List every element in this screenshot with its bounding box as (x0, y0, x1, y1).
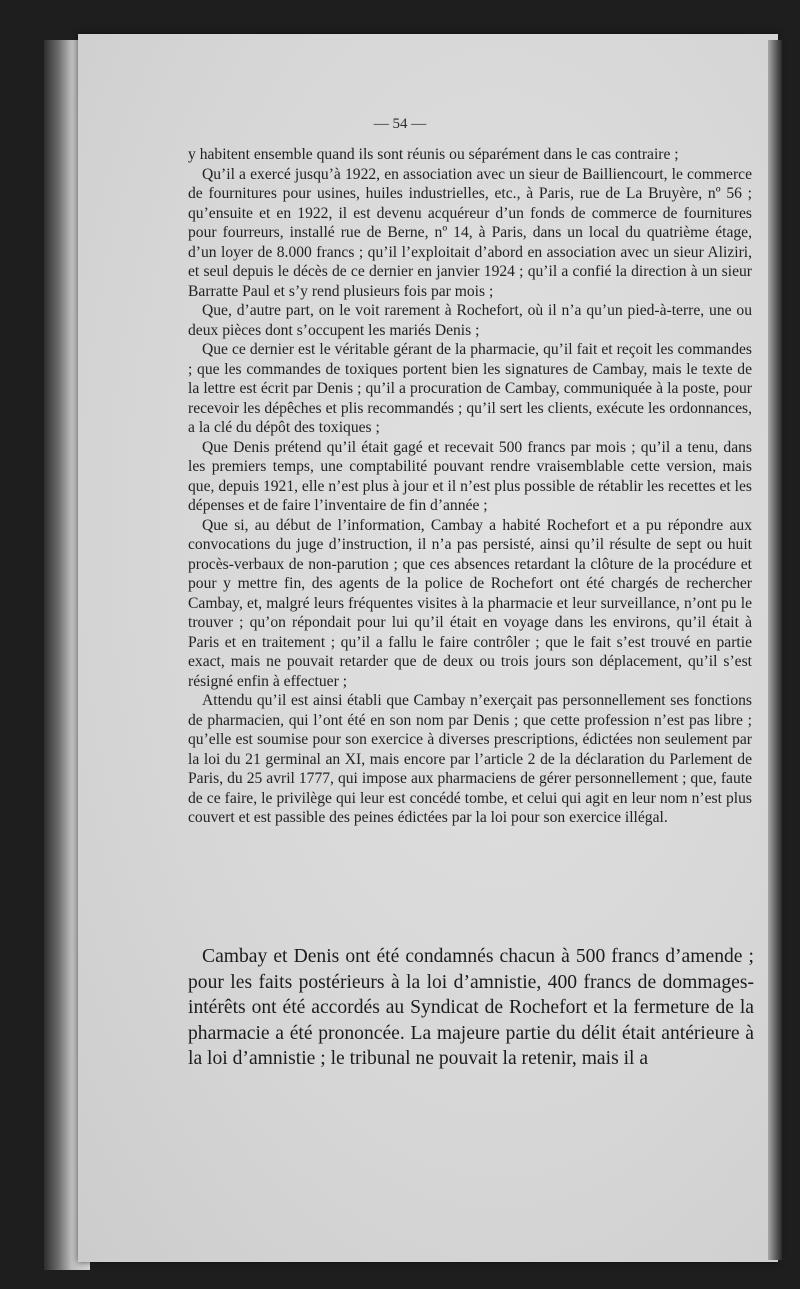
body-text (188, 145, 752, 828)
paragraph: Qu’il a exercé jusqu’à 1922, en association avec un sieur de Bailliencourt, le commerce de fournitures pour usines, huiles industrielles, etc., à Paris, rue de La Bruyère, nº 56 ; qu’ensuite et en 1922, il est devenu acquéreur d’un fonds de commerce de fournitures pour fourreurs, installé rue de Berne, nº 14, à Paris, dans un local du quatrième étage, d’un loyer de 8.000 francs ; qu’il l’exploitait d’abord en association avec un sieur Aliziri, et seul depuis le décès de ce dernier en janvier 1924 ; qu’il a confié la direction à un sieur Barratte Paul et s’y rend plusieurs fois par mois ; (188, 165, 752, 300)
paragraph: Que ce dernier est le véritable gérant de la pharmacie, qu’il fait et reçoit les commandes ; que les commandes de toxiques portent bien les signatures de Cambay, mais le texte de la lettre est écrit par Denis ; qu’il a procuration de Cambay, communiquée à la poste, pour recevoir les dépêches et plis recommandés ; qu’il sert les clients, exécute les ordonnances, a la clé du dépôt des toxiques ; (188, 341, 752, 436)
page-number: — 54 — (373, 116, 427, 132)
page-edge (768, 40, 782, 1260)
paragraph: Que, d’autre part, on le voit rarement à Rochefort, où il n’a qu’un pied-à-terre, une ou deux pièces dont s’occupent les mariés Denis ; (188, 302, 752, 339)
paragraph: y habitent ensemble quand ils sont réunis ou séparément dans le cas contraire ; (188, 146, 679, 163)
paragraph: Que Denis prétend qu’il était gagé et recevait 500 francs par mois ; qu’il a tenu, dans les premiers temps, une comptabilité pouvant rendre vraisemblable cette version, mais que, depuis 1921, elle n’est plus à jour et il n’est plus possible de rétablir les recettes et les dépenses et de faire l’inventaire de fin d’année ; (188, 438, 752, 514)
conclusion-text (188, 944, 754, 1072)
conclusion-paragraph: Cambay et Denis ont été condamnés chacun à 500 francs d’amende ; pour les faits postérieurs à la loi d’amnistie, 400 francs de dommages-intérêts ont été accordés au Syndicat de Rochefort et la fermeture de la pharmacie a été prononcée. La majeure partie du délit était antérieure à la loi d’amnistie ; le tribunal ne pouvait la retenir, mais il a (188, 946, 754, 1069)
paragraph: Que si, au début de l’information, Cambay a habité Rochefort et a pu répondre aux convocations du juge d’instruction, il n’a pas persisté, ainsi qu’il résulte de sept ou huit procès-verbaux de non-parution ; que ces absences retardant la clôture de la procédure et pour y mettre fin, des agents de la police de Rochefort ont été chargés de rechercher Cambay, et, malgré leurs fréquentes visites à la pharmacie et leur surveillance, n’ont pu le trouver ; qu’on répondait pour lui qu’il était en voyage dans les environs, qu’il était à Paris et en traitement ; qu’il a fallu le faire contrôler ; que le fait s’est trouvé en partie exact, mais ne pouvait retarder que de deux ou trois jours son déplacement, qu’il s’est résigné enfin à effectuer ; (188, 516, 752, 690)
paragraph: Attendu qu’il est ainsi établi que Cambay n’exerçait pas personnellement ses fonctions de pharmacien, qui l’ont été en son nom par Denis ; que cette profession n’est pas libre ; qu’elle est soumise pour son exercice à diverses prescriptions, édictées non seulement par la loi du 21 germinal an XI, mais encore par l’article 2 de la déclaration du Parlement de Paris, du 25 avril 1777, qui impose aux pharmaciens de gérer personnellement ; que, faute de ce faire, le privilège qui leur est concédé tombe, et celui qui agit en leur nom n’est plus couvert et est passible des peines édictées par la loi pour son exercice illégal. (188, 692, 752, 826)
